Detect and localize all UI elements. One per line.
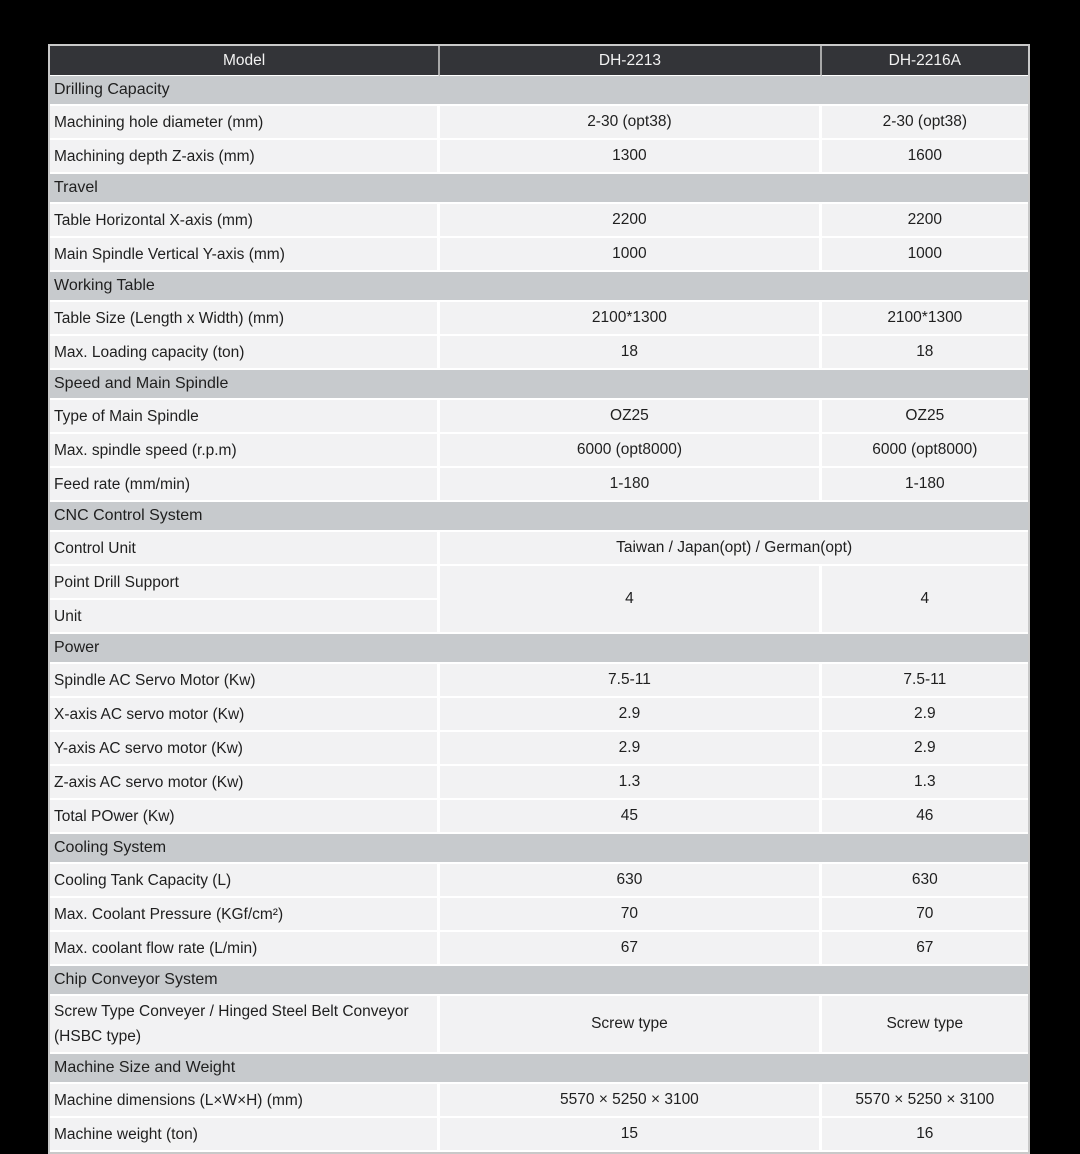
- row-label: Point Drill Support: [50, 566, 440, 600]
- row-label: Z-axis AC servo motor (Kw): [50, 766, 440, 800]
- table-row: [50, 140, 1028, 174]
- row-label: Machining depth Z-axis (mm): [50, 140, 440, 174]
- row-value: 4: [822, 566, 1028, 634]
- row-value: 7.5-11: [440, 664, 821, 698]
- section-row: [50, 834, 1028, 864]
- section-row: [50, 76, 1028, 106]
- row-value: 6000 (opt8000): [440, 434, 821, 468]
- row-value: 67: [822, 932, 1028, 966]
- row-value: 1000: [440, 238, 821, 272]
- row-value: 630: [822, 864, 1028, 898]
- row-value: 2-30 (opt38): [440, 106, 821, 140]
- section-title: Chip Conveyor System: [50, 966, 1028, 996]
- row-value: 2.9: [440, 732, 821, 766]
- table-row: [50, 1118, 1028, 1152]
- row-value: 70: [822, 898, 1028, 932]
- row-value: 2.9: [822, 698, 1028, 732]
- row-value: 1.3: [822, 766, 1028, 800]
- table-row: [50, 238, 1028, 272]
- row-value: OZ25: [822, 400, 1028, 434]
- row-label: Control Unit: [50, 532, 440, 566]
- section-row: [50, 272, 1028, 302]
- row-value: Screw type: [822, 996, 1028, 1054]
- table-row: [50, 800, 1028, 834]
- row-value: 1600: [822, 140, 1028, 174]
- row-label: Max. coolant flow rate (L/min): [50, 932, 440, 966]
- spec-table-container: [48, 44, 1030, 1154]
- row-label: Unit: [50, 600, 440, 634]
- row-value: 2-30 (opt38): [822, 106, 1028, 140]
- row-label: Total POwer (Kw): [50, 800, 440, 834]
- row-value: Taiwan / Japan(opt) / German(opt): [440, 532, 1028, 566]
- section-title: Working Table: [50, 272, 1028, 302]
- row-value: Screw type: [440, 996, 821, 1054]
- row-value: 46: [822, 800, 1028, 834]
- section-title: Power: [50, 634, 1028, 664]
- row-label: Max. Coolant Pressure (KGf/cm²): [50, 898, 440, 932]
- row-label: Y-axis AC servo motor (Kw): [50, 732, 440, 766]
- table-row: [50, 766, 1028, 800]
- row-label: Machine dimensions (L×W×H) (mm): [50, 1084, 440, 1118]
- row-value: 1300: [440, 140, 821, 174]
- row-value: 5570 × 5250 × 3100: [440, 1084, 821, 1118]
- row-label: Feed rate (mm/min): [50, 468, 440, 502]
- row-value: 18: [440, 336, 821, 370]
- table-row: [50, 1084, 1028, 1118]
- row-value: 1-180: [822, 468, 1028, 502]
- row-value: 4: [440, 566, 821, 634]
- row-label: Type of Main Spindle: [50, 400, 440, 434]
- table-row: [50, 864, 1028, 898]
- table-row: [50, 204, 1028, 238]
- row-label: Screw Type Conveyer / Hinged Steel Belt Conveyor (HSBC type): [50, 996, 440, 1054]
- section-title: Travel: [50, 174, 1028, 204]
- row-value: 70: [440, 898, 821, 932]
- table-row: [50, 532, 1028, 566]
- row-label: Machining hole diameter (mm): [50, 106, 440, 140]
- section-title: Drilling Capacity: [50, 76, 1028, 106]
- section-row: [50, 370, 1028, 400]
- row-label: Max. Loading capacity (ton): [50, 336, 440, 370]
- row-label: X-axis AC servo motor (Kw): [50, 698, 440, 732]
- table-row: [50, 932, 1028, 966]
- row-value: 5570 × 5250 × 3100: [822, 1084, 1028, 1118]
- row-value: 2.9: [822, 732, 1028, 766]
- section-row: [50, 502, 1028, 532]
- table-row: [50, 698, 1028, 732]
- section-row: [50, 634, 1028, 664]
- row-value: 67: [440, 932, 821, 966]
- row-value: 1-180: [440, 468, 821, 502]
- row-label: Main Spindle Vertical Y-axis (mm): [50, 238, 440, 272]
- row-value: 2.9: [440, 698, 821, 732]
- row-value: 45: [440, 800, 821, 834]
- section-row: [50, 1054, 1028, 1084]
- row-label: Cooling Tank Capacity (L): [50, 864, 440, 898]
- table-row: [50, 302, 1028, 336]
- table-row: [50, 664, 1028, 698]
- row-label: Spindle AC Servo Motor (Kw): [50, 664, 440, 698]
- spec-table: [50, 46, 1028, 1152]
- section-title: CNC Control System: [50, 502, 1028, 532]
- row-value: 18: [822, 336, 1028, 370]
- row-value: 2100*1300: [440, 302, 821, 336]
- spec-table-body: [50, 76, 1028, 1152]
- row-value: 6000 (opt8000): [822, 434, 1028, 468]
- row-label: Max. spindle speed (r.p.m): [50, 434, 440, 468]
- table-row: [50, 400, 1028, 434]
- row-value: 15: [440, 1118, 821, 1152]
- table-row: [50, 106, 1028, 140]
- table-row: [50, 336, 1028, 370]
- table-row: [50, 434, 1028, 468]
- table-row: [50, 468, 1028, 502]
- section-title: Speed and Main Spindle: [50, 370, 1028, 400]
- section-title: Machine Size and Weight: [50, 1054, 1028, 1084]
- column-header-dh-2213: DH-2213: [440, 46, 821, 76]
- row-label: Machine weight (ton): [50, 1118, 440, 1152]
- row-value: 2200: [822, 204, 1028, 238]
- column-header-model: Model: [50, 46, 440, 76]
- row-label: Table Size (Length x Width) (mm): [50, 302, 440, 336]
- row-value: 16: [822, 1118, 1028, 1152]
- column-header-dh-2216a: DH-2216A: [822, 46, 1028, 76]
- table-row: [50, 566, 1028, 600]
- row-value: 7.5-11: [822, 664, 1028, 698]
- row-value: 630: [440, 864, 821, 898]
- row-value: 2100*1300: [822, 302, 1028, 336]
- table-row: [50, 732, 1028, 766]
- row-value: OZ25: [440, 400, 821, 434]
- table-row: [50, 898, 1028, 932]
- header-row: [50, 46, 1028, 76]
- row-label: Table Horizontal X-axis (mm): [50, 204, 440, 238]
- table-row: [50, 996, 1028, 1054]
- row-value: 2200: [440, 204, 821, 238]
- row-value: 1000: [822, 238, 1028, 272]
- section-row: [50, 174, 1028, 204]
- section-row: [50, 966, 1028, 996]
- row-value: 1.3: [440, 766, 821, 800]
- section-title: Cooling System: [50, 834, 1028, 864]
